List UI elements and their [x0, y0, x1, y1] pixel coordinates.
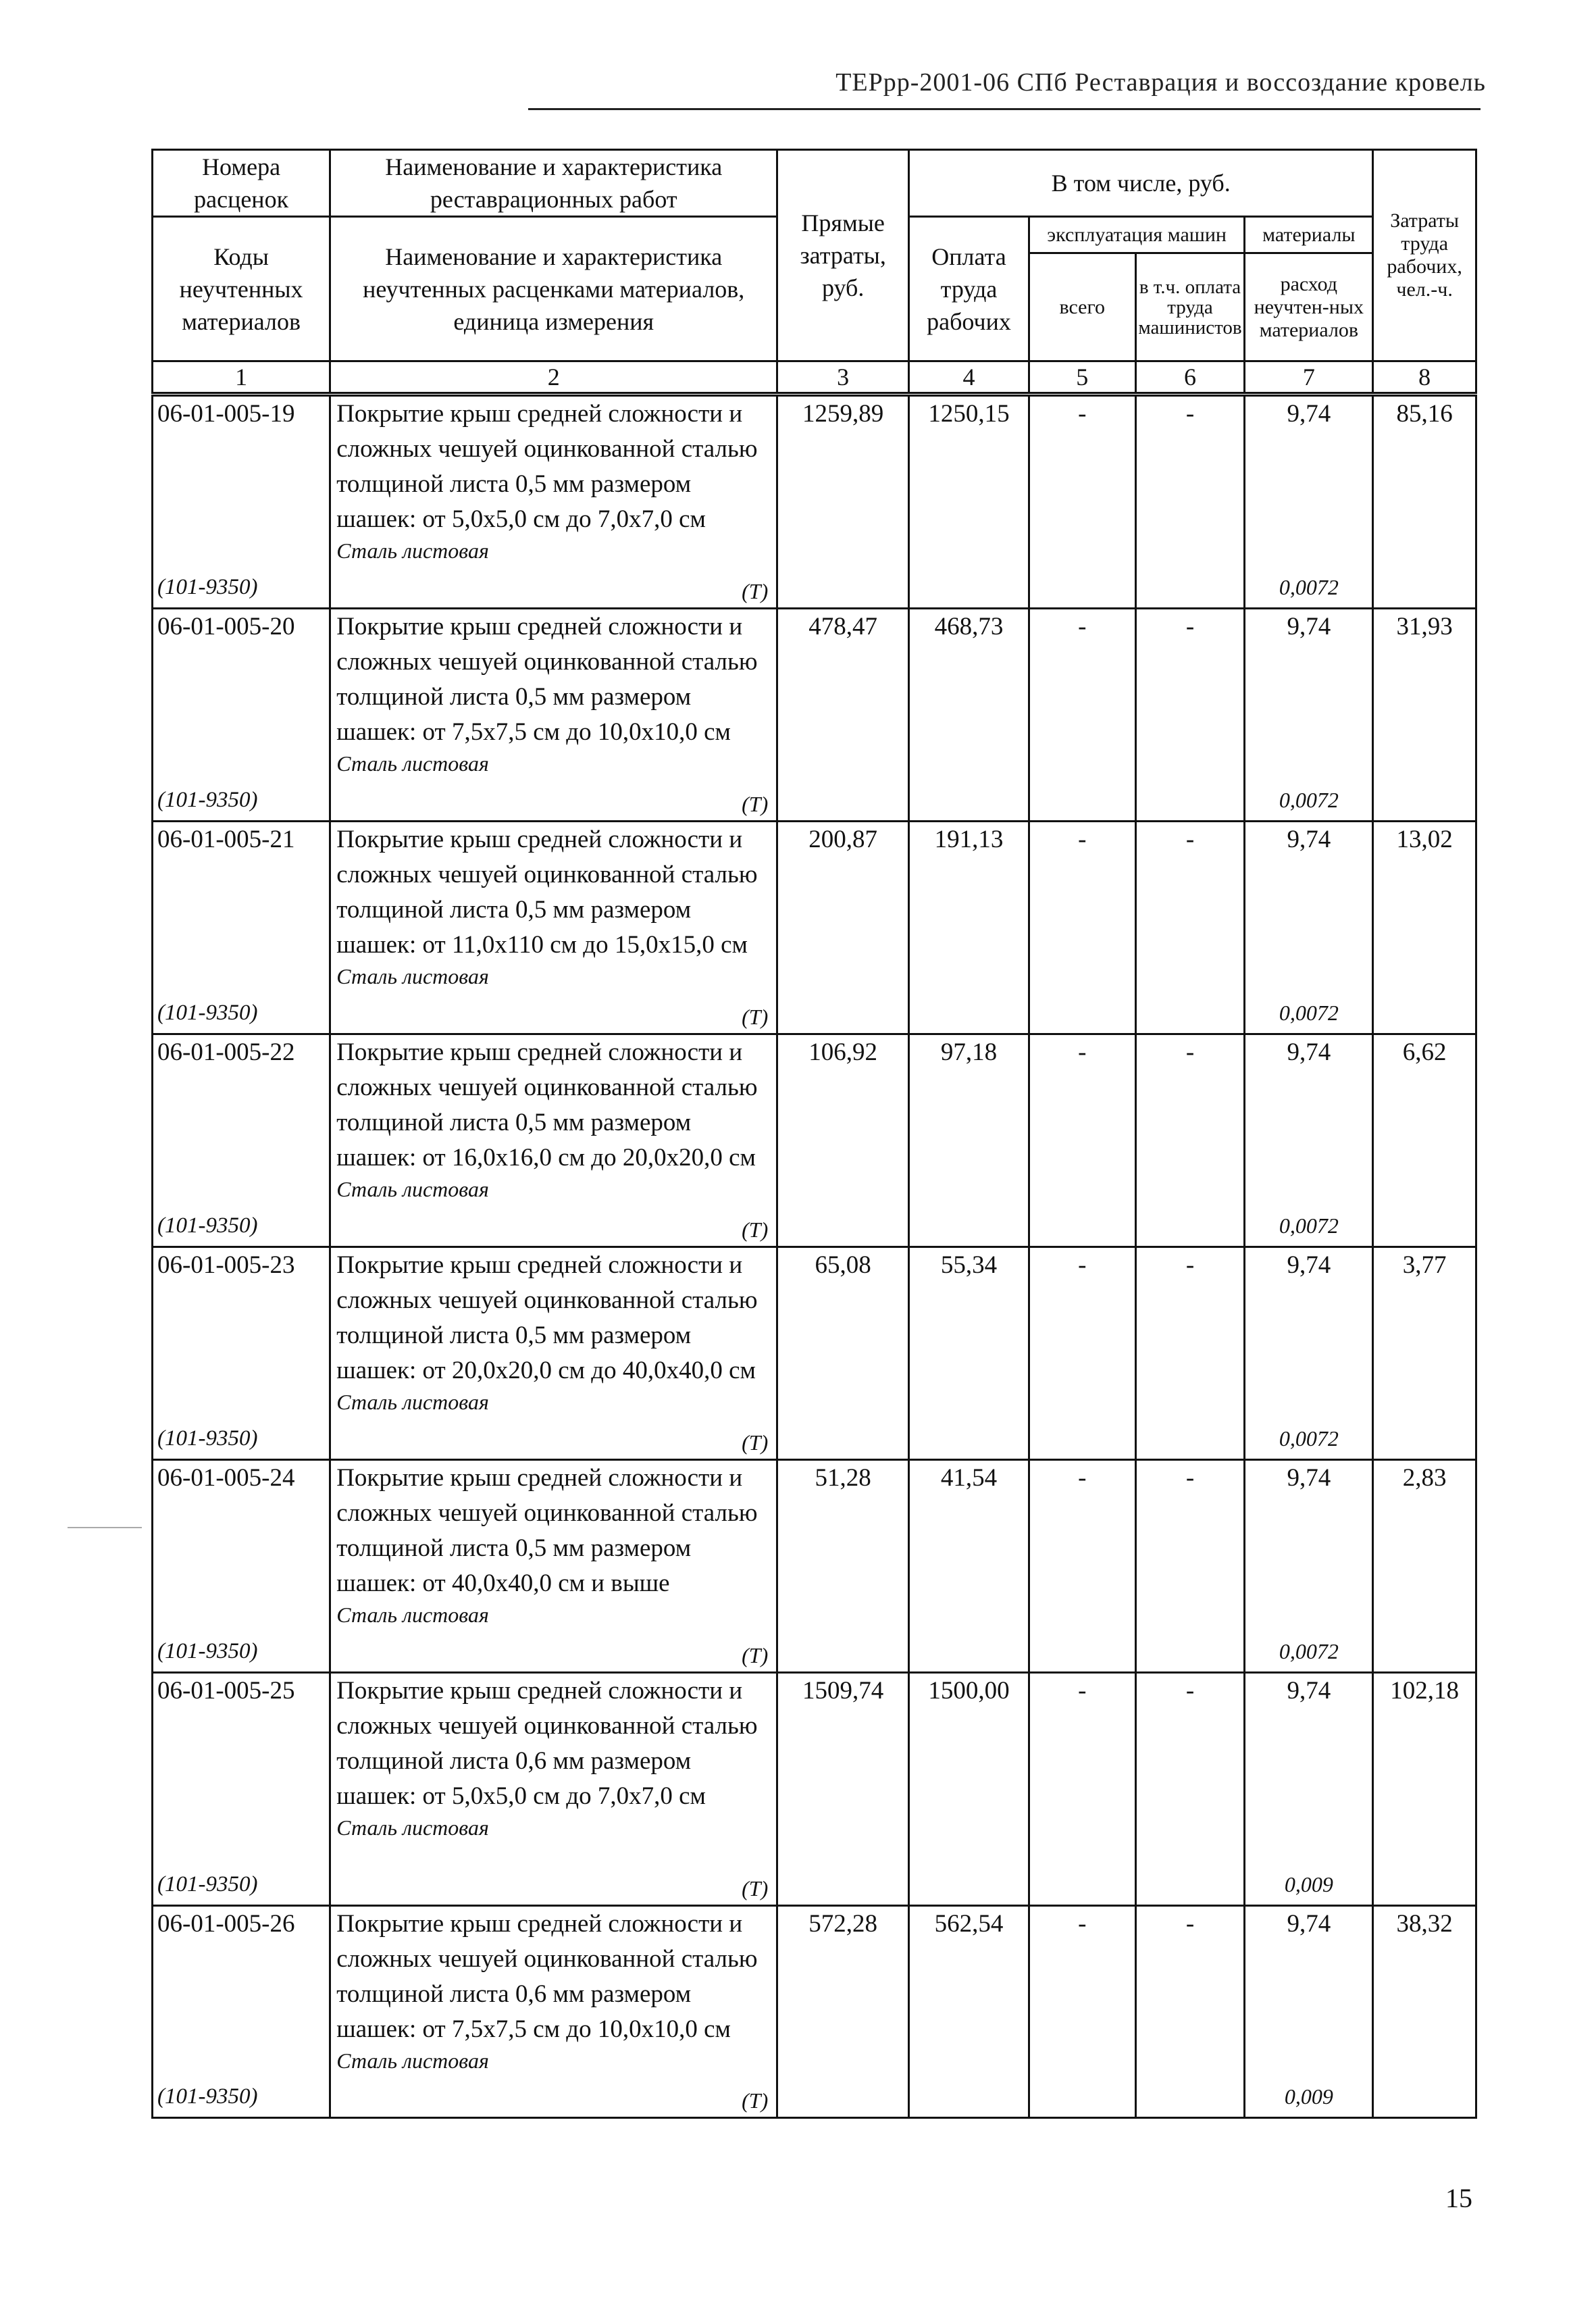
labor-hours: 31,93: [1373, 609, 1476, 822]
header-col8: Затраты труда рабочих, чел.-ч.: [1373, 150, 1476, 361]
rate-code: 06-01-005-26: [157, 1910, 295, 1938]
material-quantity: 0,0072: [1279, 575, 1339, 599]
table-row: [153, 1034, 1476, 1247]
rate-code: 06-01-005-22: [157, 1038, 295, 1066]
labor-cost: 1250,15: [909, 396, 1029, 609]
machine-cost: -: [1029, 396, 1135, 609]
material-quantity: 0,009: [1284, 2084, 1333, 2109]
header-col1-bottom: Коды неучтенных материалов: [153, 217, 330, 361]
material-unit: (Т): [742, 579, 769, 603]
material-code: (101-9350): [157, 788, 258, 812]
table-row: [153, 1460, 1476, 1673]
material-unit: (Т): [742, 2088, 769, 2113]
direct-cost: 200,87: [777, 822, 909, 1034]
materials-cost: 9,74: [1287, 1038, 1331, 1066]
work-name: Покрытие крыш средней сложности и сложных чешуей оцинкованной сталью толщиной листа 0,5 мм размером шашек: от 40,0х40,0 см и выше: [336, 1464, 758, 1597]
material-code: (101-9350): [157, 1213, 258, 1238]
machine-cost: -: [1029, 1247, 1135, 1460]
header-num-6: 6: [1135, 361, 1245, 393]
material-code: (101-9350): [157, 1001, 258, 1025]
labor-cost: 562,54: [909, 1906, 1029, 2118]
materials-cell: [1245, 1247, 1373, 1460]
table-row: [153, 822, 1476, 1034]
material-unit: (Т): [742, 792, 769, 816]
materials-cost: 9,74: [1287, 1677, 1331, 1705]
material-quantity: 0,0072: [1279, 1213, 1339, 1238]
direct-cost: 478,47: [777, 609, 909, 822]
materials-cell: [1245, 396, 1373, 609]
header-num-8: 8: [1373, 361, 1476, 393]
header-machines: эксплуатация машин: [1029, 217, 1244, 253]
work-name-cell: [330, 1906, 777, 2118]
header-rule: [528, 108, 1481, 110]
header-col2-top: Наименование и характеристика реставрационных работ: [330, 150, 777, 217]
rate-code-cell: [153, 1460, 330, 1673]
table-header: [151, 149, 1477, 394]
machinist-labor-cost: -: [1135, 396, 1245, 609]
rate-code-cell: [153, 1247, 330, 1460]
machinist-labor-cost: -: [1135, 1906, 1245, 2118]
rate-code: 06-01-005-23: [157, 1251, 295, 1279]
materials-cell: [1245, 1673, 1373, 1906]
materials-cost: 9,74: [1287, 826, 1331, 853]
material-code: (101-9350): [157, 1639, 258, 1663]
machine-cost: -: [1029, 1673, 1135, 1906]
material-code: (101-9350): [157, 1426, 258, 1451]
labor-cost: 55,34: [909, 1247, 1029, 1460]
header-col5: всего: [1029, 253, 1135, 361]
machine-cost: -: [1029, 1460, 1135, 1673]
header-materials: материалы: [1245, 217, 1373, 253]
machine-cost: -: [1029, 1034, 1135, 1247]
direct-cost: 1259,89: [777, 396, 909, 609]
header-col1-top: Номера расценок: [153, 150, 330, 217]
header-col7: расход неучтен-ных материалов: [1245, 253, 1373, 361]
materials-cost: 9,74: [1287, 613, 1331, 640]
materials-cost: 9,74: [1287, 1251, 1331, 1279]
header-group: В том числе, руб.: [909, 150, 1373, 217]
material-name: Сталь листовая: [336, 538, 489, 563]
material-name: Сталь листовая: [336, 1603, 489, 1627]
labor-hours: 38,32: [1373, 1906, 1476, 2118]
material-code: (101-9350): [157, 575, 258, 599]
rate-code: 06-01-005-24: [157, 1464, 295, 1492]
material-quantity: 0,009: [1284, 1872, 1333, 1896]
header-num-2: 2: [330, 361, 777, 393]
labor-cost: 468,73: [909, 609, 1029, 822]
labor-hours: 102,18: [1373, 1673, 1476, 1906]
header-num-4: 4: [909, 361, 1029, 393]
labor-cost: 41,54: [909, 1460, 1029, 1673]
machine-cost: -: [1029, 1906, 1135, 2118]
materials-cell: [1245, 1906, 1373, 2118]
work-name: Покрытие крыш средней сложности и сложных чешуей оцинкованной сталью толщиной листа 0,6 мм размером шашек: от 7,5х7,5 см до 10,0х10,0 см: [336, 1910, 758, 2043]
labor-hours: 3,77: [1373, 1247, 1476, 1460]
materials-cost: 9,74: [1287, 1910, 1331, 1938]
material-name: Сталь листовая: [336, 1815, 489, 1840]
material-code: (101-9350): [157, 2084, 258, 2109]
material-unit: (Т): [742, 1876, 769, 1901]
material-name: Сталь листовая: [336, 1390, 489, 1414]
machinist-labor-cost: -: [1135, 1460, 1245, 1673]
machinist-labor-cost: -: [1135, 609, 1245, 822]
materials-cell: [1245, 1460, 1373, 1673]
material-quantity: 0,0072: [1279, 1639, 1339, 1663]
direct-cost: 51,28: [777, 1460, 909, 1673]
machine-cost: -: [1029, 822, 1135, 1034]
header-col2-bottom: Наименование и характеристика неучтенных расценками материалов, единица измерения: [330, 217, 777, 361]
header-num-7: 7: [1245, 361, 1373, 393]
materials-cost: 9,74: [1287, 1464, 1331, 1492]
direct-cost: 1509,74: [777, 1673, 909, 1906]
header-col3: Прямые затраты, руб.: [777, 150, 909, 361]
material-name: Сталь листовая: [336, 751, 489, 776]
rates-table: [151, 395, 1477, 2119]
material-code: (101-9350): [157, 1872, 258, 1896]
rate-code-cell: [153, 1906, 330, 2118]
machine-cost: -: [1029, 609, 1135, 822]
material-name: Сталь листовая: [336, 2048, 489, 2073]
material-unit: (Т): [742, 1643, 769, 1667]
work-name: Покрытие крыш средней сложности и сложных чешуей оцинкованной сталью толщиной листа 0,5 мм размером шашек: от 16,0х16,0 см до 20,0х20,0 см: [336, 1038, 758, 1172]
direct-cost: 106,92: [777, 1034, 909, 1247]
header-num-3: 3: [777, 361, 909, 393]
labor-cost: 1500,00: [909, 1673, 1029, 1906]
rate-code-cell: [153, 822, 330, 1034]
direct-cost: 65,08: [777, 1247, 909, 1460]
material-unit: (Т): [742, 1217, 769, 1242]
materials-cell: [1245, 1034, 1373, 1247]
labor-hours: 13,02: [1373, 822, 1476, 1034]
header-col6: в т.ч. оплата труда машинистов: [1135, 253, 1245, 361]
work-name-cell: [330, 1673, 777, 1906]
table-row: [153, 1906, 1476, 2118]
rate-code: 06-01-005-19: [157, 400, 295, 428]
material-quantity: 0,0072: [1279, 1426, 1339, 1451]
table-row: [153, 1247, 1476, 1460]
page-number: 15: [1445, 2183, 1472, 2213]
work-name-cell: [330, 822, 777, 1034]
material-unit: (Т): [742, 1005, 769, 1029]
document-header-title: ТЕРрр-2001-06 СПб Реставрация и воссоздание кровель: [835, 68, 1486, 97]
work-name-cell: [330, 609, 777, 822]
materials-cell: [1245, 609, 1373, 822]
work-name: Покрытие крыш средней сложности и сложных чешуей оцинкованной сталью толщиной листа 0,5 мм размером шашек: от 5,0х5,0 см до 7,0х7,0 см: [336, 400, 758, 533]
work-name-cell: [330, 396, 777, 609]
direct-cost: 572,28: [777, 1906, 909, 2118]
table-row: [153, 1673, 1476, 1906]
header-col4: Оплата труда рабочих: [909, 217, 1029, 361]
material-unit: (Т): [742, 1430, 769, 1455]
labor-hours: 2,83: [1373, 1460, 1476, 1673]
rate-code: 06-01-005-21: [157, 826, 295, 853]
materials-cell: [1245, 822, 1373, 1034]
rate-code-cell: [153, 1034, 330, 1247]
header-num-1: 1: [153, 361, 330, 393]
work-name: Покрытие крыш средней сложности и сложных чешуей оцинкованной сталью толщиной листа 0,5 мм размером шашек: от 11,0х110 см до 15,0х15,0 см: [336, 826, 758, 959]
header-num-5: 5: [1029, 361, 1135, 393]
materials-cost: 9,74: [1287, 400, 1331, 428]
machinist-labor-cost: -: [1135, 1673, 1245, 1906]
labor-hours: 85,16: [1373, 396, 1476, 609]
material-quantity: 0,0072: [1279, 788, 1339, 812]
rate-code-cell: [153, 609, 330, 822]
material-quantity: 0,0072: [1279, 1001, 1339, 1025]
margin-mark: [68, 1527, 142, 1528]
rate-code: 06-01-005-25: [157, 1677, 295, 1705]
table-row: [153, 609, 1476, 822]
labor-hours: 6,62: [1373, 1034, 1476, 1247]
labor-cost: 97,18: [909, 1034, 1029, 1247]
labor-cost: 191,13: [909, 822, 1029, 1034]
work-name: Покрытие крыш средней сложности и сложных чешуей оцинкованной сталью толщиной листа 0,6 мм размером шашек: от 5,0х5,0 см до 7,0х7,0 см: [336, 1677, 758, 1810]
material-name: Сталь листовая: [336, 1177, 489, 1201]
rate-code: 06-01-005-20: [157, 613, 295, 640]
material-name: Сталь листовая: [336, 964, 489, 988]
rate-code-cell: [153, 396, 330, 609]
table-row: [153, 396, 1476, 609]
machinist-labor-cost: -: [1135, 822, 1245, 1034]
work-name-cell: [330, 1247, 777, 1460]
work-name: Покрытие крыш средней сложности и сложных чешуей оцинкованной сталью толщиной листа 0,5 мм размером шашек: от 7,5х7,5 см до 10,0х10,0 см: [336, 613, 758, 746]
work-name-cell: [330, 1460, 777, 1673]
work-name: Покрытие крыш средней сложности и сложных чешуей оцинкованной сталью толщиной листа 0,5 мм размером шашек: от 20,0х20,0 см до 40,0х40,0 см: [336, 1251, 758, 1384]
work-name-cell: [330, 1034, 777, 1247]
machinist-labor-cost: -: [1135, 1034, 1245, 1247]
machinist-labor-cost: -: [1135, 1247, 1245, 1460]
rate-code-cell: [153, 1673, 330, 1906]
